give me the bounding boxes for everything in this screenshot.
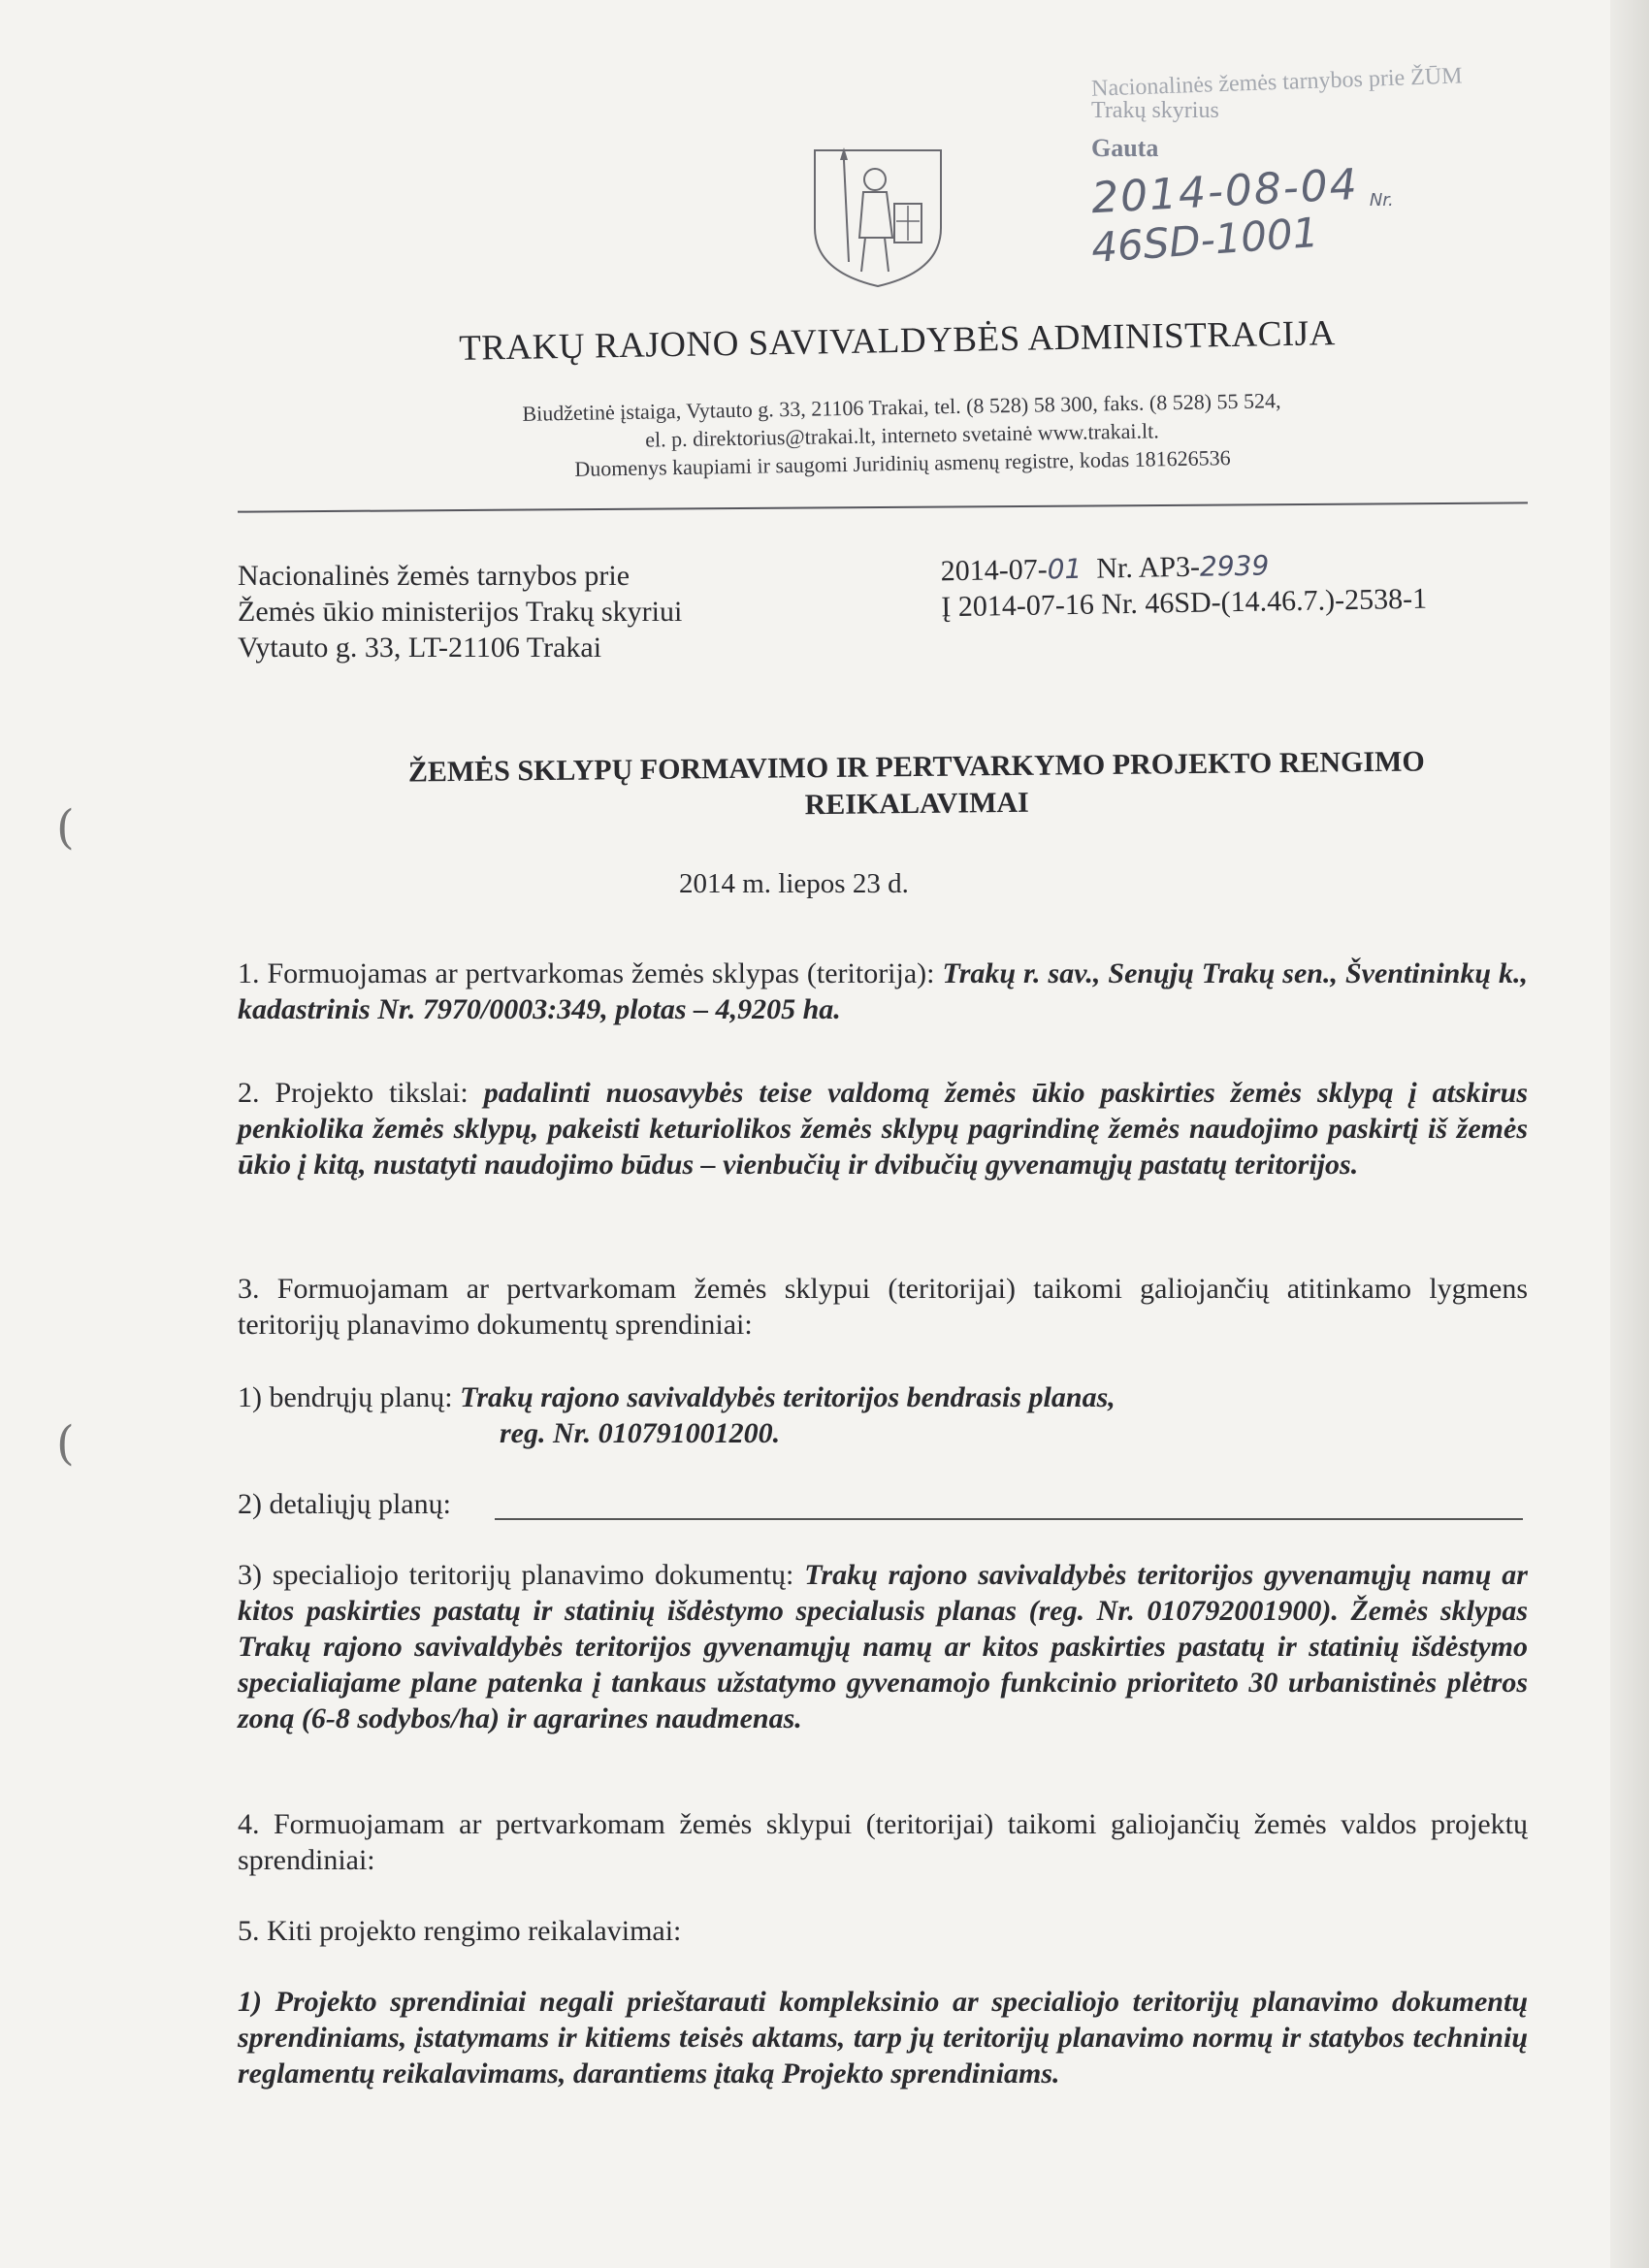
ref-nr-handwritten: 2939 xyxy=(1199,549,1270,583)
item-3-2-lead: 2) detaliųjų planų: xyxy=(238,1488,451,1520)
org-info-line3: Duomenys kaupiami ir saugomi Juridinių asmenų registre, kodas 181626536 xyxy=(574,445,1231,481)
stamp-date-handwritten: 2014-08-04 xyxy=(1089,159,1360,224)
item-2-value: padalinti nuosavybės teise valdomą žemės ūkio paskirties žemės sklypą į atskirus penkiolika žemės sklypų, pakeisti keturiolikos žemės sklypų pagrindinę žemės naudojimo paskirtį iš žemės ūkio į kitą, nustatyti naudojimo būdus – vienbučių ir dvibučių gyvenamųjų pastatų teritorijos. xyxy=(238,1077,1529,1181)
detailed-plans-blank-line xyxy=(495,1518,1523,1520)
org-info-line2: el. p. direktorius@trakai.lt, interneto svetainė www.trakai.lt. xyxy=(645,418,1159,452)
organization-info xyxy=(387,384,1416,486)
stamp-nr-handwritten: 46SD-1001 xyxy=(1089,208,1320,273)
item-1-value: Trakų r. sav., Senųjų Trakų sen., Šventininkų k., kadastrinis Nr. 7970/0003:349, plotas – 4,9205 ha. xyxy=(238,957,1528,1025)
scan-edge xyxy=(1610,0,1649,2268)
item-3-1-value-line1: Trakų rajono savivaldybės teritorijos bendrasis planas, xyxy=(460,1381,1116,1413)
item-5-1-value: 1) Projekto sprendiniai negali prieštarauti kompleksinio ar specialiojo teritorijų planavimo dokumentų sprendiniams, įstatymams ir kitiems teisės aktams, tarp jų teritorijų planavimo normų ir statybos techninių reglamentų reikalavimams, darantiems įtaką Projekto sprendiniams. xyxy=(238,1986,1528,2090)
item-4: 4. Formuojamam ar pertvarkomam žemės sklypui (teritorijai) taikomi galiojančių žemės valdos projektų sprendiniai: xyxy=(238,1808,1528,1876)
ref-nr-prefix: Nr. AP3- xyxy=(1096,550,1201,585)
coat-of-arms-icon xyxy=(805,136,951,291)
stamp-line2: Trakų skyrius xyxy=(1091,98,1219,123)
stamp-nr-label: Nr. xyxy=(1369,190,1394,211)
item-3-3 xyxy=(238,1557,1528,1736)
registration-stamp xyxy=(1089,63,1576,273)
item-3-3-value: Trakų rajono savivaldybės teritorijos gyvenamųjų namų ar kitos paskirties pastatų ir statinių išdėstymo specialusis planas (reg. Nr. 010792001900). Žemės sklypas Trakų rajono savivaldybės teritorijos gyvenamųjų namų ar kitos paskirties pastatų ir statinių išdėstymo specialiajame plane patenka į tankaus užstatymo gyvenamojo funkcinio prioriteto 30 urbanistinės plėtros zoną (6-8 sodybos/ha) ir agrarines naudmenas. xyxy=(238,1559,1528,1734)
margin-mark: ( xyxy=(56,1416,75,1471)
document-title xyxy=(310,742,1524,828)
item-1-lead: 1. Formuojamas ar pertvarkomas žemės sklypas (teritorija): xyxy=(238,957,943,989)
addressee-line1: Nacionalinės žemės tarnybos prie xyxy=(238,560,630,592)
header-divider xyxy=(238,502,1528,512)
addressee-line3: Vytauto g. 33, LT-21106 Trakai xyxy=(238,632,602,664)
org-info-line1: Biudžetinė įstaiga, Vytauto g. 33, 21106 Trakai, tel. (8 528) 58 300, faks. (8 528) 55 524, xyxy=(522,388,1281,426)
addressee-line2: Žemės ūkio ministerijos Trakų skyriui xyxy=(238,596,683,628)
document-title-line1: ŽEMĖS SKLYPŲ FORMAVIMO IR PERTVARKYMO PROJEKTO RENGIMO xyxy=(407,745,1425,789)
reference-block xyxy=(940,545,1427,626)
item-3-2 xyxy=(238,1486,1528,1522)
document-date: 2014 m. liepos 23 d. xyxy=(679,868,909,899)
item-3-1 xyxy=(238,1379,1528,1451)
ref-date-prefix: 2014-07- xyxy=(940,553,1048,588)
addressee-block xyxy=(238,558,682,665)
item-5: 5. Kiti projekto rengimo reikalavimai: xyxy=(238,1915,682,1947)
stamp-line1: Nacionalinės žemės tarnybos prie ŽŪM xyxy=(1090,63,1463,102)
item-3: 3. Formuojamam ar pertvarkomam žemės sklypui (teritorijai) taikomi galiojančių atitinkamo lygmens teritorijų planavimo dokumentų sprendiniai: xyxy=(238,1273,1528,1341)
item-3-1-lead: 1) bendrųjų planų: xyxy=(238,1381,461,1413)
margin-mark: ( xyxy=(56,800,75,855)
stamp-received: Gauta xyxy=(1091,134,1159,162)
reply-to-ref: Į 2014-07-16 Nr. 46SD-(14.46.7.)-2538-1 xyxy=(941,582,1428,624)
item-2 xyxy=(238,1075,1528,1183)
item-1 xyxy=(238,956,1528,1027)
item-2-lead: 2. Projekto tikslai: xyxy=(238,1077,484,1109)
document-title-line2: REIKALAVIMAI xyxy=(804,786,1029,822)
item-3-1-value-line2: reg. Nr. 010791001200. xyxy=(500,1417,781,1449)
ref-date-handwritten: 01 xyxy=(1047,552,1083,586)
item-5-1 xyxy=(238,1984,1528,2091)
organization-name: TRAKŲ RAJONO SAVIVALDYBĖS ADMINISTRACIJA xyxy=(458,313,1337,369)
item-3-3-lead: 3) specialiojo teritorijų planavimo dokumentų: xyxy=(238,1559,805,1591)
stamp-handwritten-row xyxy=(1089,159,1576,273)
